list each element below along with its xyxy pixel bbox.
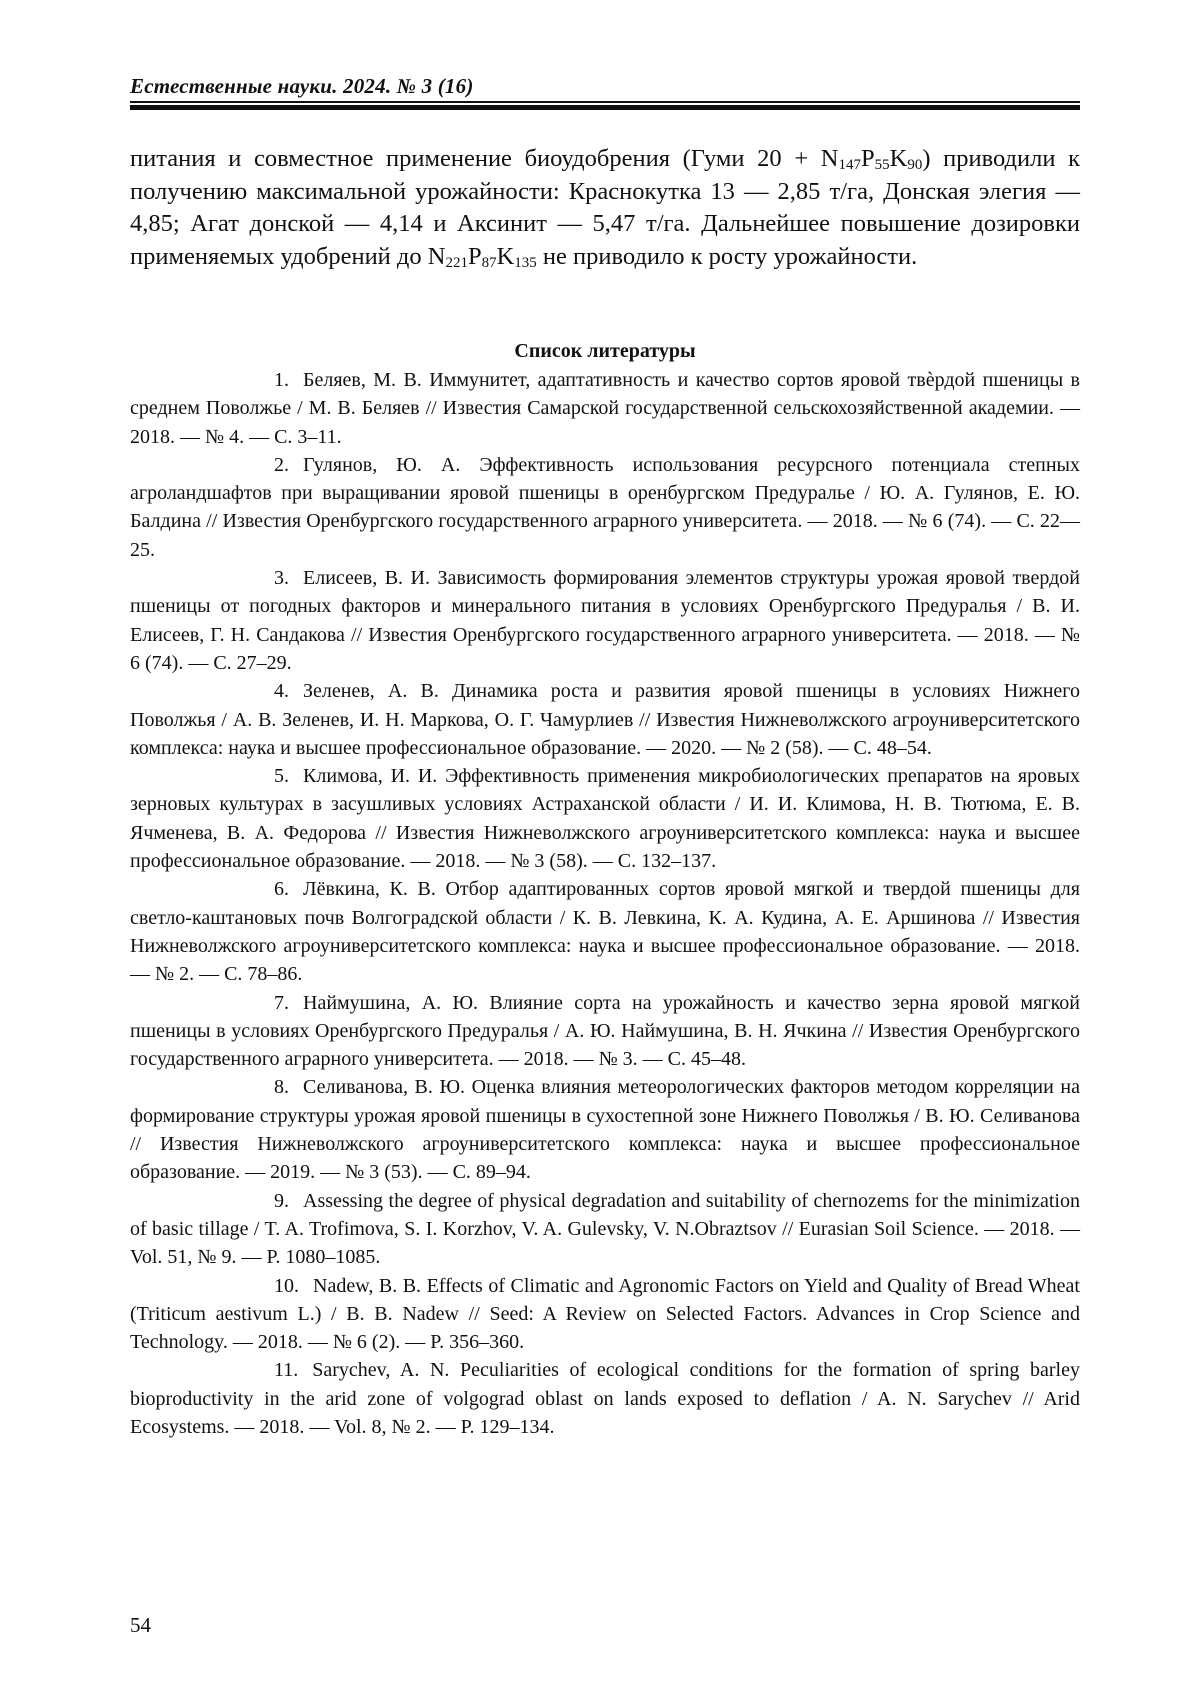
reference-item — [130, 1272, 1080, 1357]
reference-number: 3. — [274, 567, 289, 590]
reference-item — [130, 1356, 1080, 1441]
reference-text: Беляев, М. В. Иммунитет, адаптативность и качество сортов яровой твѐрдой пшеницы в среднем Поволжье / М. В. Беляев // Известия Самарской государственной сельскохозяйственной академии. — 2018. — № 4. — С. 3–11. — [130, 369, 1080, 448]
reference-text: Nadew, B. B. Effects of Climatic and Agronomic Factors on Yield and Quality of Bread Wheat (Triticum aestivum L.) / B. B. Nadew // Seed: A Review on Selected Factors. Advances in Crop Science and Technology. — 2018. — № 6 (2). — P. 356–360. — [130, 1274, 1080, 1354]
reference-text: Елисеев, В. И. Зависимость формирования элементов структуры урожая яровой твердой пшеницы от погодных факторов и минерального питания в условиях Оренбургского Предуралья / В. И. Елисеев, Г. Н. Сандакова // Известия Оренбургского государственного аграрного университета. — 2018. — № 6 (74). — С. 27–29. — [130, 567, 1080, 674]
reference-text: Assessing the degree of physical degradation and suitability of chernozems for the minimization of basic tillage / T. A. Trofimova, S. I. Korzhov, V. A. Gulevsky, V. N.Obraztsov // Eurasian Soil Science. — 2018. — Vol. 51, № 9. — P. 1080–1085. — [130, 1189, 1080, 1269]
references-title: Список литературы — [514, 340, 696, 362]
reference-text: Селиванова, В. Ю. Оценка влияния метеорологических факторов методом корреляции на формирование структуры урожая яровой пшеницы в сухостепной зоне Нижнего Поволжья / В. Ю. Селиванова // Известия Нижневолжского агроуниверситетского комплекса: наука и высшее профессиональное образование. — 2019. — № 3 (53). — С. 89–94. — [130, 1076, 1080, 1184]
reference-number: 4. — [274, 680, 289, 703]
reference-item — [130, 564, 1080, 677]
reference-item — [130, 1073, 1080, 1186]
reference-text: Sarychev, A. N. Peculiarities of ecological conditions for the formation of spring barley bioproductivity in the arid zone of volgograd oblast on lands exposed to deflation / A. N. Sarychev // Arid Ecosystems. — 2018. — Vol. 8, № 2. — P. 129–134. — [130, 1359, 1080, 1438]
intro-text-5: P — [467, 242, 482, 270]
reference-number: 6. — [274, 878, 289, 901]
intro-paragraph — [130, 143, 1080, 273]
reference-item — [130, 677, 1080, 762]
references-list — [130, 366, 1080, 1441]
intro-text-7: не приводило к росту урожайности. — [536, 242, 918, 270]
intro-sub-3: 90 — [907, 157, 923, 173]
reference-text: Лёвкина, К. В. Отбор адаптированных сортов яровой мягкой и твердой пшеницы для светло-каштановых почв Волгоградской области / К. В. Левкина, К. А. Кудина, А. Е. Аршинова // Известия Нижневолжского агроуниверситетского комплекса: наука и высшее профессиональное образование. — 2018. — № 2. — С. 78–86. — [130, 878, 1080, 986]
reference-number: 5. — [274, 765, 289, 788]
reference-item — [130, 875, 1080, 988]
reference-item — [130, 451, 1080, 564]
reference-number: 11. — [274, 1359, 299, 1382]
reference-number: 8. — [274, 1076, 289, 1099]
intro-text-3: K — [889, 145, 908, 172]
intro-sub-5: 87 — [481, 254, 497, 271]
intro-text-2: P — [860, 145, 875, 172]
intro-text-4: ) приводили к получению максимальной урожайности: Краснокутка 13 — 2,85 т/га, Донская элегия — 4,85; Агат донской — 4,14 и Аксинит — 5,47 т/га. Дальнейшее повышение дозировки применяемых удобрений до N — [130, 145, 1080, 270]
page-number: 54 — [130, 1613, 151, 1637]
intro-text-1: питания и совместное применение биоудобрения (Гуми 20 + N — [130, 145, 839, 172]
reference-text: Зеленев, А. В. Динамика роста и развития яровой пшеницы в условиях Нижнего Поволжья / А. В. Зеленев, И. Н. Маркова, О. Г. Чамурлиев // Известия Нижневолжского агроуниверситетского комплекса: наука и высшее профессиональное образование. — 2020. — № 2 (58). — С. 48–54. — [130, 680, 1080, 759]
reference-number: 10. — [274, 1274, 299, 1297]
reference-number: 1. — [274, 369, 289, 391]
reference-item — [130, 366, 1080, 451]
reference-number: 2. — [274, 453, 289, 476]
reference-text: Гулянов, Ю. А. Эффективность использования ресурсного потенциала степных агроландшафтов при выращивании яровой пшеницы в оренбургском Предуралье / Ю. А. Гулянов, Е. Ю. Балдина // Известия Оренбургского государственного аграрного университета. — 2018. — № 6 (74). — С. 22—25. — [130, 453, 1080, 561]
reference-text: Наймушина, А. Ю. Влияние сорта на урожайность и качество зерна яровой мягкой пшеницы в условиях Оренбургского Предуралья / А. Ю. Наймушина, В. Н. Ячкина // Известия Оренбургского государственного аграрного университета. — 2018. — № 3. — С. 45–48. — [130, 991, 1080, 1071]
reference-number: 7. — [274, 991, 289, 1014]
header-rule-thick — [130, 105, 1080, 110]
intro-sub-1: 147 — [838, 157, 861, 173]
reference-text: Климова, И. И. Эффективность применения микробиологических препаратов на яровых зерновых культурах в засушливых условиях Астраханской области / И. И. Климова, Н. В. Тютюма, Е. В. Ячменева, В. А. Федорова // Известия Нижневолжского агроуниверситетского комплекса: наука и высшее профессиональное образование. — 2018. — № 3 (58). — С. 132–137. — [130, 765, 1080, 873]
intro-sub-2: 55 — [874, 157, 890, 173]
reference-item — [130, 1187, 1080, 1272]
reference-number: 9. — [274, 1189, 289, 1212]
running-header: Естественные науки. 2024. № 3 (16) — [130, 74, 474, 98]
intro-text-6: K — [496, 242, 515, 270]
intro-sub-6: 135 — [514, 254, 537, 271]
header-rule-thin — [130, 101, 1080, 103]
reference-item — [130, 762, 1080, 875]
intro-sub-4: 221 — [445, 254, 468, 271]
reference-item — [130, 989, 1080, 1074]
